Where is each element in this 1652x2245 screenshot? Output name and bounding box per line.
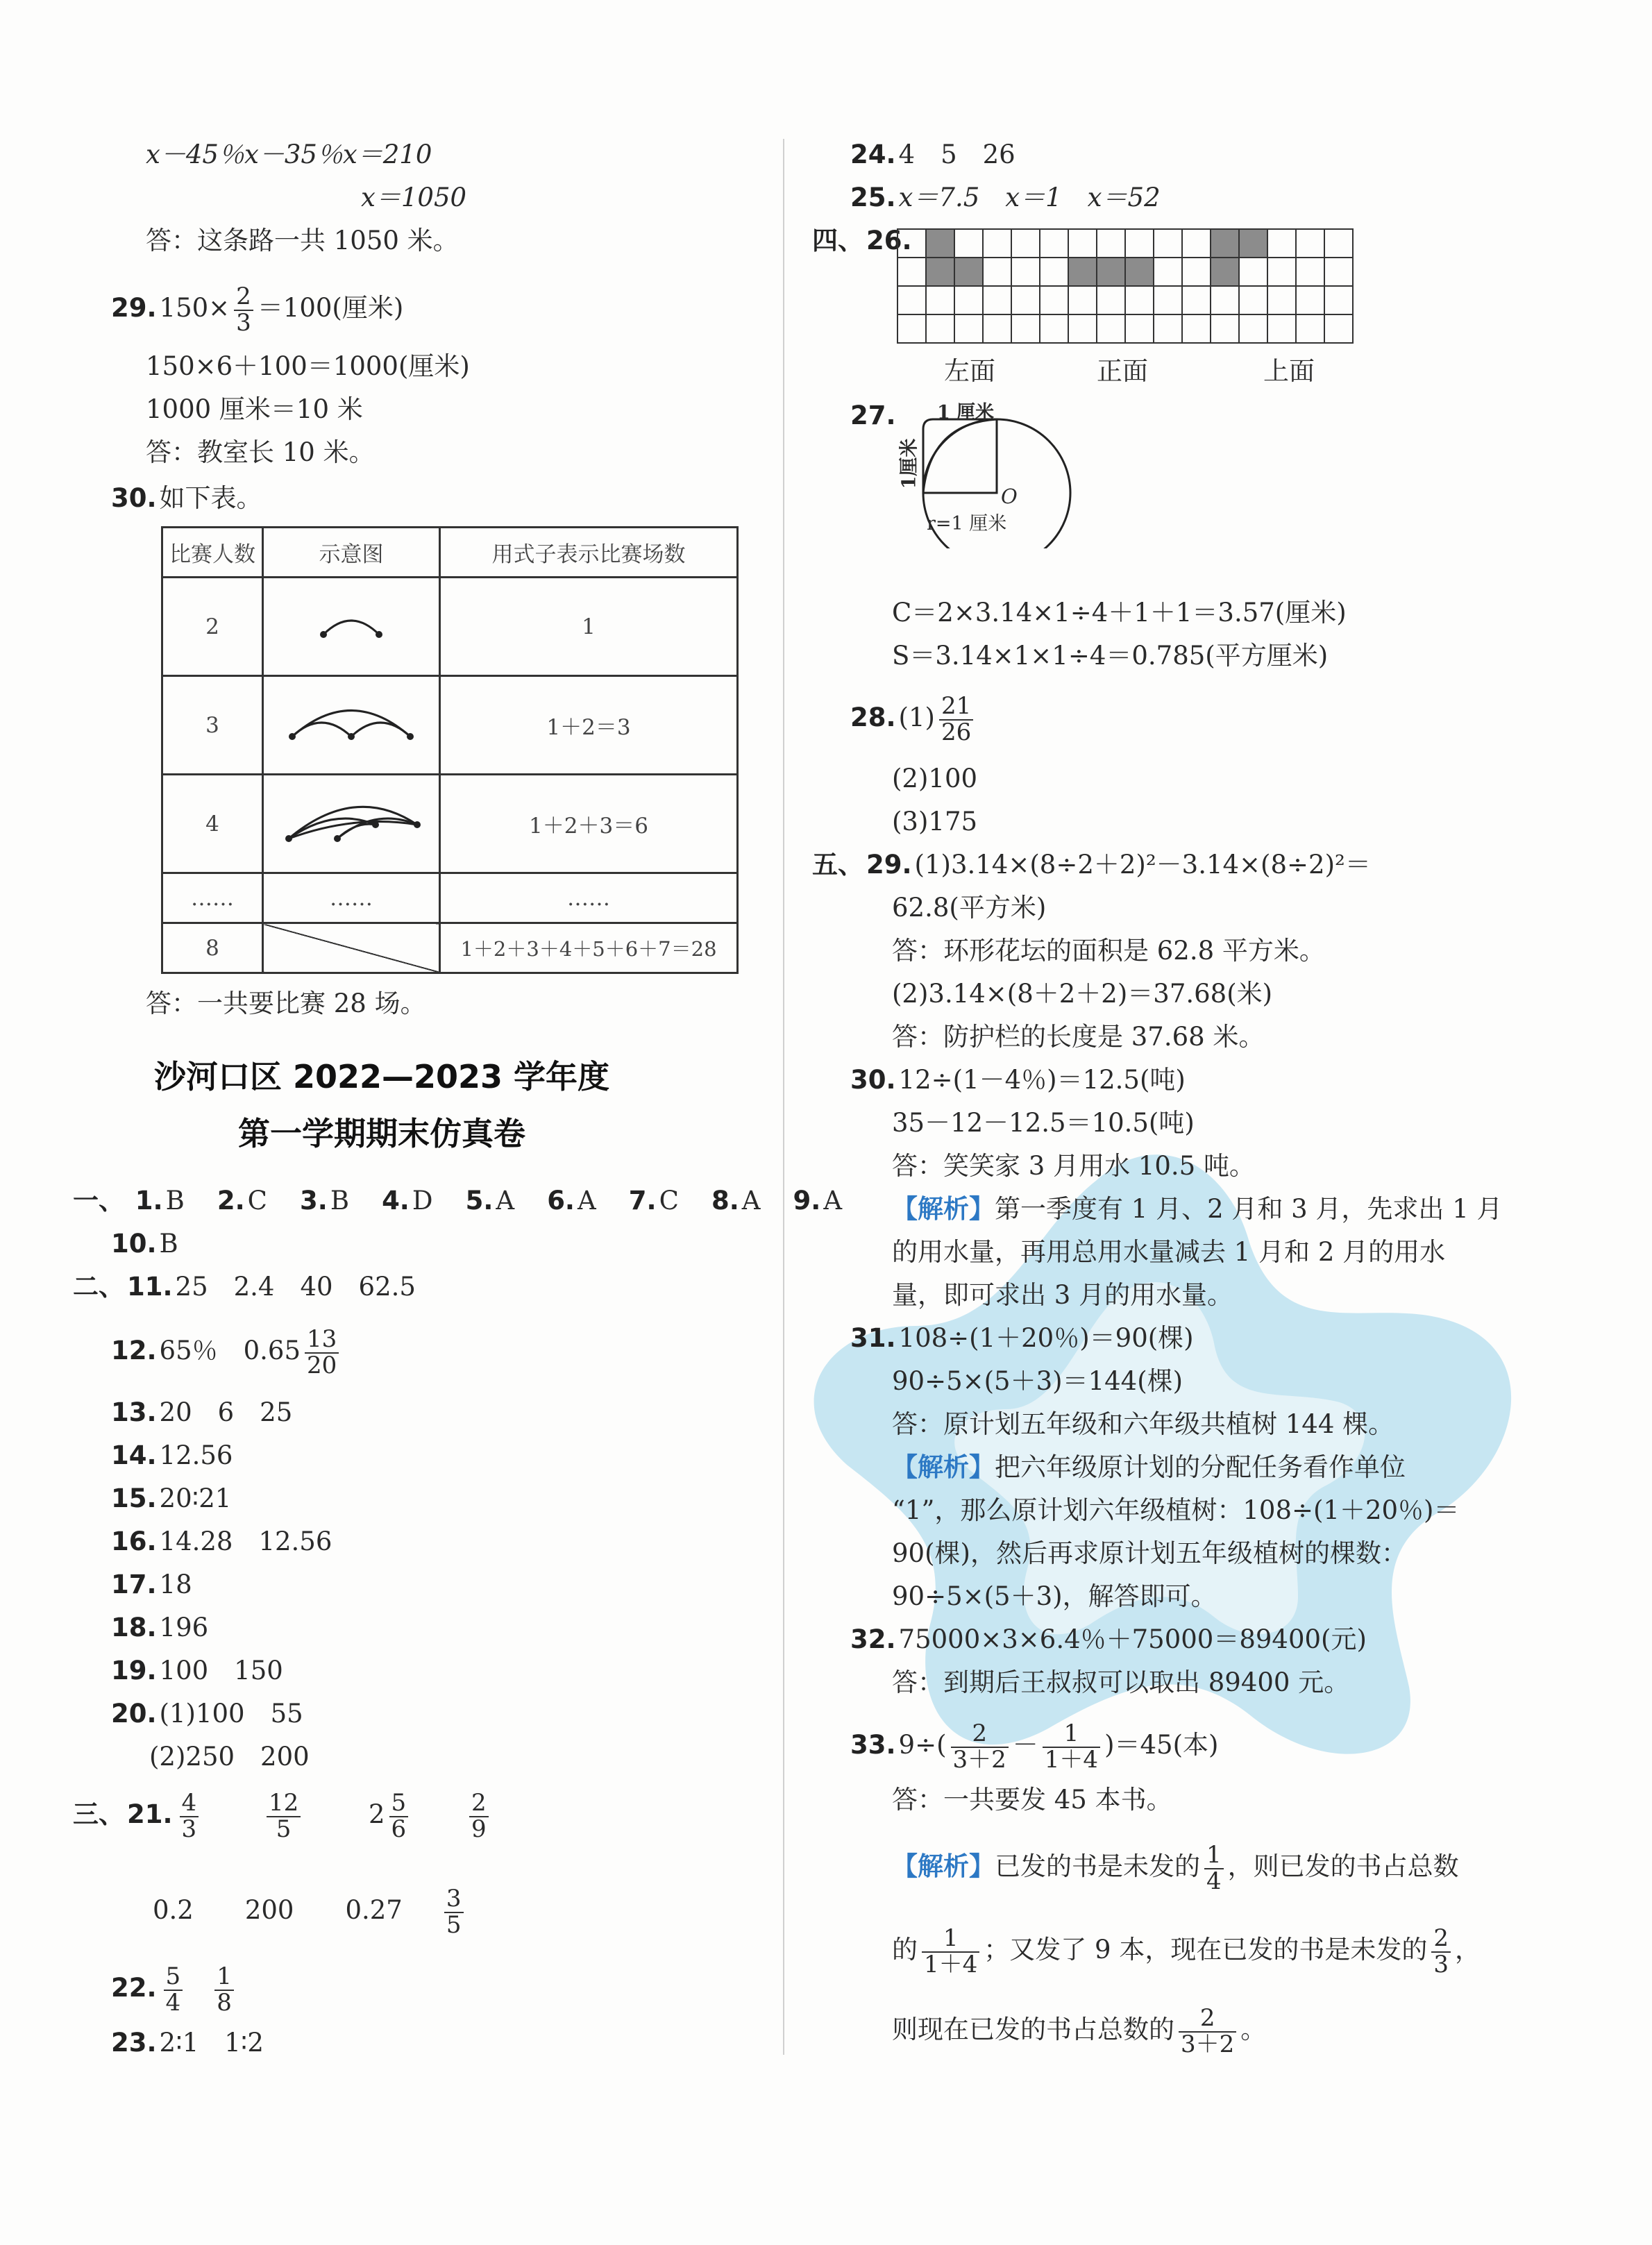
table-row	[162, 775, 738, 873]
question-number: 2.	[217, 1186, 245, 1216]
table-cell: 1	[440, 578, 738, 676]
answer: 0.2 200 0.27	[153, 1895, 403, 1926]
analysis-text: 已发的书是未发的	[995, 1851, 1200, 1882]
question-number: 26.	[866, 226, 912, 255]
question-number: 13.	[111, 1397, 157, 1427]
question-number: 30.	[850, 1065, 896, 1095]
section-label: 五、	[812, 850, 863, 880]
question-text: 如下表。	[159, 483, 262, 513]
answer: D	[412, 1186, 433, 1216]
q29-answer: 答：教室长 10 米。	[146, 437, 375, 467]
expression: )＝45(本)	[1104, 1730, 1219, 1760]
answer: 65％ 0.65	[159, 1336, 301, 1366]
analysis-tag: 【解析】	[892, 1851, 995, 1882]
question-32	[850, 1624, 1367, 1656]
fraction: $\frac{2}{3}$	[234, 285, 253, 335]
answer: B	[165, 1186, 185, 1216]
analysis-text: 则现在已发的书占总数的	[892, 2015, 1174, 2045]
analysis-text: ；又发了 9 本，现在已发的书是未发的	[984, 1935, 1428, 1965]
question-number: 28.	[850, 703, 896, 733]
table-cell: ……	[162, 873, 263, 923]
expression: 9÷(	[898, 1730, 947, 1760]
question-33	[850, 1722, 1218, 1772]
table-cell: 1＋2＋3＝6	[440, 775, 738, 873]
question-number: 4.	[382, 1186, 410, 1216]
question-11	[73, 1271, 416, 1303]
table-cell: ……	[440, 873, 738, 923]
view-label-front: 正面	[1097, 356, 1148, 386]
question-21	[73, 1791, 493, 1842]
fraction: $\frac{2}{3+2}$	[1179, 2006, 1236, 2057]
question-number: 9.	[793, 1186, 821, 1216]
question-28	[850, 694, 977, 745]
q33-analysis	[892, 2006, 1266, 2057]
q33-analysis	[892, 1843, 1459, 1894]
fraction: $\frac{1}{4}$	[1204, 1843, 1224, 1894]
table-row	[162, 578, 738, 676]
table-row	[162, 923, 738, 973]
question-number: 6.	[547, 1186, 575, 1216]
question-number: 25.	[850, 183, 896, 212]
analysis-text: 第一季度有 1 月、2 月和 3 月，先求出 1 月	[995, 1194, 1503, 1224]
table-row	[162, 676, 738, 775]
answer: 196	[159, 1613, 209, 1642]
question-10	[111, 1228, 178, 1260]
table-header-row	[162, 528, 738, 578]
q29-line: 答：防护栏的长度是 37.68 米。	[892, 1022, 1265, 1052]
table-cell: 1＋2＋3＋4＋5＋6＋7＝28	[440, 923, 738, 973]
question-number: 14.	[111, 1440, 157, 1470]
fraction: $\frac{2}{9}$	[469, 1791, 489, 1842]
question-number: 23.	[111, 2028, 157, 2058]
expression: (1)3.14×(8÷2＋2)²－3.14×(8÷2)²＝	[914, 850, 1371, 880]
answer: A	[741, 1186, 761, 1216]
center-label: O	[1001, 485, 1018, 508]
question-number: 17.	[111, 1570, 157, 1599]
question-19	[111, 1655, 283, 1687]
table-cell: 8	[162, 923, 263, 973]
question-15	[111, 1483, 231, 1515]
question-number: 15.	[111, 1483, 157, 1513]
answer: A	[823, 1186, 843, 1216]
fraction: $\frac{1}{8}$	[214, 1965, 234, 2015]
q31-analysis: 90÷5×(5＋3)，解答即可。	[892, 1581, 1217, 1611]
q29-line: 答：环形花坛的面积是 62.8 平方米。	[892, 936, 1325, 966]
q31-analysis: “1”，那么原计划六年级植树：108÷(1＋20％)＝	[892, 1495, 1460, 1525]
q31-line: 答：原计划五年级和六年级共植树 144 棵。	[892, 1409, 1394, 1439]
q28-part-2: (2)100	[892, 764, 978, 793]
answer: B	[159, 1229, 178, 1259]
answer: 14.28 12.56	[159, 1527, 332, 1556]
part-label: (1)	[898, 703, 935, 733]
question-number: 30.	[111, 483, 157, 513]
answer-28: 答：这条路一共 1050 米。	[146, 226, 459, 255]
q27-circumference: C＝2×3.14×1÷4＋1＋1＝3.57(厘米)	[892, 598, 1347, 628]
analysis-text: 把六年级原计划的分配任务看作单位	[995, 1452, 1406, 1482]
fraction: $\frac{1}{1+4}$	[922, 1926, 979, 1977]
question-number: 1.	[135, 1186, 163, 1216]
question-18	[111, 1612, 208, 1644]
q29-line-2: 150×6＋100＝1000(厘米)	[146, 351, 470, 381]
question-number: 3.	[300, 1186, 328, 1216]
table-cell: 3	[162, 676, 263, 775]
arc-diagram-2	[263, 578, 440, 676]
q30-line: 答：笑笑家 3 月用水 10.5 吨。	[892, 1151, 1255, 1181]
question-number: 11.	[127, 1272, 173, 1302]
q32-answer: 答：到期后王叔叔可以取出 89400 元。	[892, 1667, 1350, 1697]
fraction: $\frac{21}{26}$	[939, 694, 973, 745]
section-1-answers	[73, 1185, 842, 1217]
view-label-left: 左面	[944, 356, 995, 386]
question-number: 19.	[111, 1656, 157, 1685]
answer: B	[330, 1186, 350, 1216]
question-number: 31.	[850, 1323, 896, 1353]
question-number: 10.	[111, 1229, 157, 1259]
question-number: 8.	[711, 1186, 739, 1216]
q30-analysis	[892, 1193, 1503, 1225]
arc-diagram-4	[263, 775, 440, 873]
equation-result: x＝1050	[361, 183, 467, 212]
answer: C	[659, 1186, 679, 1216]
table-header: 用式子表示比赛场数	[440, 528, 738, 578]
q33-analysis	[892, 1926, 1481, 1977]
answer: (1)100 55	[159, 1699, 303, 1729]
expression: 75000×3×6.4％＋75000＝89400(元)	[898, 1624, 1367, 1654]
section-label: 三、	[73, 1799, 124, 1830]
view-label-top: 上面	[1263, 356, 1315, 386]
q30-line: 35－12－12.5＝10.5(吨)	[892, 1108, 1195, 1138]
q30-analysis: 量，即可求出 3 月的用水量。	[892, 1280, 1233, 1310]
q29-line: 62.8(平方米)	[892, 893, 1047, 923]
question-25	[850, 182, 1161, 214]
blank-diagram-cell	[263, 923, 440, 973]
section-label: 一、	[73, 1186, 124, 1216]
exam-title: 沙河口区 2022—2023 学年度	[153, 1058, 610, 1095]
question-number: 21.	[127, 1799, 173, 1830]
analysis-text: ，	[1454, 1935, 1481, 1965]
mixed-whole: 2	[368, 1799, 385, 1830]
answer: 100 150	[159, 1656, 283, 1685]
table-cell: 2	[162, 578, 263, 676]
column-divider	[783, 139, 784, 2055]
question-29-right	[812, 849, 1371, 881]
radius-label: r=1 厘米	[927, 513, 1007, 535]
question-23	[111, 2027, 264, 2059]
answer: 18	[159, 1570, 192, 1599]
question-24	[850, 139, 1015, 171]
question-29	[111, 285, 403, 335]
question-number: 24.	[850, 140, 896, 169]
views-grid	[897, 228, 1354, 344]
q27-area: S＝3.14×1×1÷4＝0.785(平方厘米)	[892, 641, 1329, 671]
analysis-tag: 【解析】	[892, 1452, 995, 1482]
fraction: $\frac{13}{20}$	[305, 1327, 339, 1378]
q30-answer: 答：一共要比赛 28 场。	[146, 989, 426, 1018]
answer: x＝7.5 x＝1 x＝52	[898, 183, 1161, 212]
question-20	[111, 1698, 303, 1730]
table-header: 比赛人数	[162, 528, 263, 578]
q28-part-3: (3)175	[892, 807, 978, 836]
table-header: 示意图	[263, 528, 440, 578]
answer: 20 6 25	[159, 1397, 293, 1427]
q31-analysis: 90(棵)，然后再求原计划五年级植树的棵数：	[892, 1538, 1407, 1568]
table-cell: ……	[263, 873, 440, 923]
analysis-text: 的	[892, 1935, 918, 1965]
section-label: 二、	[73, 1272, 124, 1302]
equation-line: x－45％x－35％x＝210	[146, 140, 432, 169]
fraction: $\frac{1}{1+4}$	[1043, 1722, 1100, 1772]
expression: 150×	[159, 293, 230, 323]
q29-line: (2)3.14×(8＋2＋2)＝37.68(米)	[892, 979, 1273, 1009]
question-31	[850, 1322, 1194, 1354]
fraction: $\frac{5}{6}$	[389, 1791, 409, 1842]
fraction: $\frac{4}{3}$	[180, 1791, 199, 1842]
side-label: 1厘米	[898, 438, 920, 489]
q29-line-3: 1000 厘米＝10 米	[146, 394, 363, 424]
question-30-right	[850, 1064, 1186, 1096]
answer: 2∶1 1∶2	[159, 2028, 264, 2058]
question-number: 7.	[628, 1186, 657, 1216]
question-number: 18.	[111, 1613, 157, 1642]
expression: ＝100(厘米)	[257, 293, 404, 323]
question-number: 20.	[111, 1699, 157, 1729]
fraction: $\frac{2}{3}$	[1431, 1926, 1451, 1977]
answer: 12.56	[159, 1440, 233, 1470]
question-number: 16.	[111, 1527, 157, 1556]
answer: A	[496, 1186, 515, 1216]
answer: 4 5 26	[898, 140, 1015, 169]
question-13	[111, 1397, 292, 1429]
question-30	[111, 482, 262, 514]
exam-subtitle: 第一学期期末仿真卷	[238, 1115, 525, 1152]
answer: 25 2.4 40 62.5	[175, 1272, 416, 1302]
fraction: $\frac{3}{5}$	[444, 1887, 464, 1937]
answer: A	[578, 1186, 596, 1216]
table-row	[162, 873, 738, 923]
match-count-table	[161, 526, 739, 974]
fraction: $\frac{5}{4}$	[164, 1965, 183, 2015]
question-22	[111, 1962, 238, 2017]
question-number: 29.	[111, 293, 157, 323]
answer: C	[247, 1186, 267, 1216]
q30-analysis: 的用水量，再用总用水量减去 1 月和 2 月的用水	[892, 1237, 1446, 1267]
question-number: 5.	[465, 1186, 494, 1216]
fraction: $\frac{2}{3+2}$	[951, 1722, 1009, 1772]
table-cell: 4	[162, 775, 263, 873]
question-14	[111, 1440, 233, 1472]
table-cell: 1＋2＝3	[440, 676, 738, 775]
expression: －	[1012, 1730, 1038, 1760]
question-number: 12.	[111, 1336, 157, 1366]
top-label: 1 厘米	[937, 402, 995, 423]
question-number: 27.	[850, 401, 896, 430]
question-16	[111, 1526, 332, 1558]
analysis-text: 。	[1240, 2015, 1267, 2045]
question-20-part-2: (2)250 200	[149, 1742, 310, 1772]
question-12	[111, 1327, 343, 1378]
analysis-tag: 【解析】	[892, 1194, 995, 1224]
arc-diagram-3	[263, 676, 440, 775]
question-number: 22.	[111, 1973, 157, 2003]
section-label: 四、	[812, 226, 863, 255]
q31-analysis	[892, 1452, 1406, 1483]
q33-answer: 答：一共要发 45 本书。	[892, 1785, 1172, 1815]
analysis-text: ，则已发的书占总数	[1227, 1851, 1459, 1882]
question-number: 33.	[850, 1730, 896, 1760]
question-21-row-2	[153, 1887, 468, 1937]
fraction: $\frac{12}{5}$	[267, 1791, 301, 1842]
question-17	[111, 1569, 192, 1601]
q31-line: 90÷5×(5＋3)＝144(棵)	[892, 1366, 1183, 1396]
question-number: 29.	[866, 850, 912, 880]
question-number: 32.	[850, 1624, 896, 1654]
expression: 108÷(1＋20％)＝90(棵)	[898, 1323, 1194, 1353]
answer: 20∶21	[159, 1483, 232, 1513]
expression: 12÷(1－4％)＝12.5(吨)	[898, 1065, 1186, 1095]
